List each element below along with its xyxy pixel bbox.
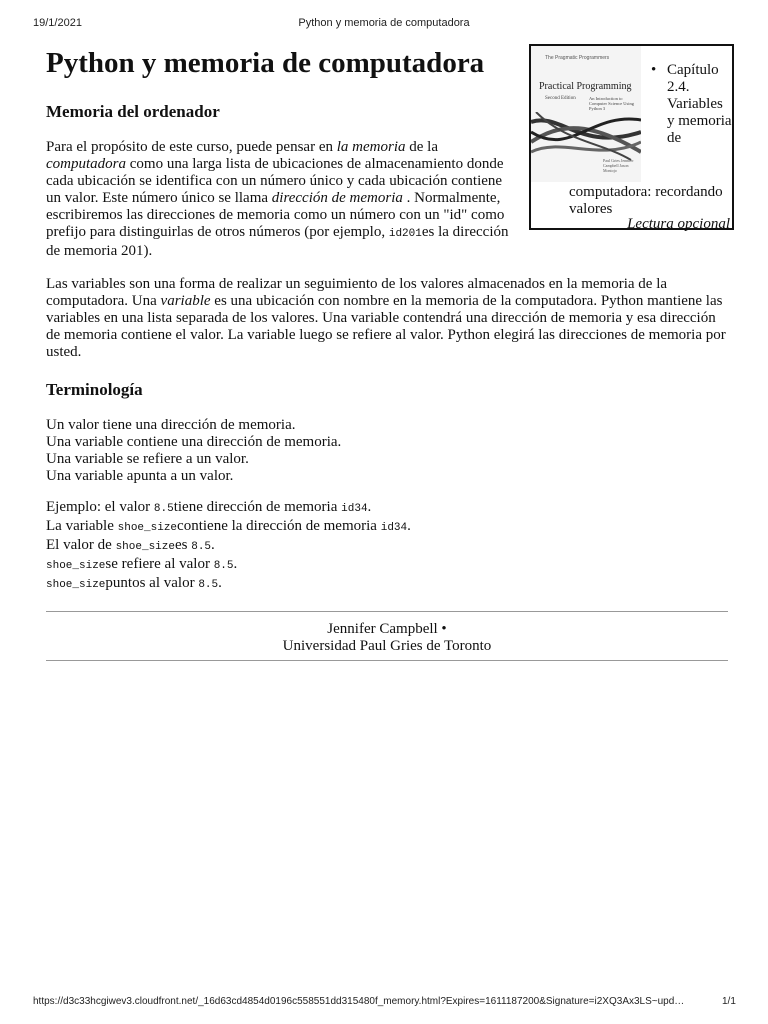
terminology-list <box>46 417 728 485</box>
chapter-line: de <box>667 130 682 146</box>
example-block <box>46 499 728 594</box>
reading-sidebar <box>529 44 734 230</box>
cover-subtitle: An Introduction to Computer Science Using Python 3 <box>589 96 634 111</box>
paragraph-variables <box>46 276 728 361</box>
emphasis: computadora <box>46 156 126 172</box>
chapter-continuation <box>569 184 734 218</box>
example-line <box>46 556 728 575</box>
text: contiene la dirección de memoria <box>177 518 381 534</box>
term-line: Una variable apunta a un valor. <box>46 468 234 484</box>
text: de la <box>405 139 438 155</box>
optional-reading-label: Lectura opcional <box>627 216 730 232</box>
chapter-line: Capítulo <box>667 62 719 78</box>
inline-code: shoe_size <box>46 579 106 591</box>
text: . Normalmente, escribiremos las direcciones de memoria como un número con un "id" como prefijo para distinguirlas de otros números (por ejemplo, <box>46 190 505 240</box>
inline-code: 8.5 <box>191 541 212 553</box>
emphasis: la memoria <box>336 139 406 155</box>
text: es una ubicación con nombre en la memoria de la computadora. Python mantiene las variables en una lista separada de los valores. Una variable contendrá una dirección de memoria y esa dirección de memoria contiene el valor. La variable luego se refiere al valor. Python elegirá las direcciones de memoria por usted. <box>46 293 726 360</box>
sidebar-list <box>641 62 741 147</box>
section-heading-terminology: Terminología <box>46 380 143 399</box>
text: Ejemplo: el valor <box>46 499 154 515</box>
term-line: Una variable se refiere a un valor. <box>46 451 249 467</box>
term-line: Un valor tiene una dirección de memoria. <box>46 417 296 433</box>
text: es <box>174 537 192 553</box>
text: es la dirección de memoria 201). <box>46 224 509 259</box>
section-heading-memory: Memoria del ordenador <box>46 102 220 121</box>
inline-code: 8.5 <box>153 503 174 515</box>
print-date: 19/1/2021 <box>33 17 82 29</box>
text: Para el propósito de este curso, puede pensar en <box>46 139 337 155</box>
text: se refiere al valor <box>105 556 214 572</box>
inline-code: id34 <box>380 522 408 534</box>
cover-edition: Second Edition <box>545 96 576 101</box>
credits <box>46 621 728 655</box>
credits-line: Universidad Paul Gries de Toronto <box>282 638 492 654</box>
chapter-continuation-line: valores <box>569 201 613 217</box>
print-header-title: Python y memoria de computadora <box>298 17 470 29</box>
emphasis: variable <box>160 293 211 309</box>
cover-title: Practical Programming <box>539 81 632 92</box>
inline-code: shoe_size <box>46 560 106 572</box>
braided-ropes-illustration <box>531 112 641 162</box>
inline-code: 8.5 <box>213 560 234 572</box>
text: . <box>407 518 411 534</box>
text: tiene dirección de memoria <box>173 499 342 515</box>
inline-code: shoe_size <box>117 522 178 534</box>
inline-code: id34 <box>341 503 368 515</box>
text: como una larga lista de ubicaciones de almacenamiento donde cada ubicación se identifica con un número único y cada ubicación contiene un valor. Este número único se llama <box>46 156 504 206</box>
sidebar-list-item <box>667 62 741 147</box>
cover-brand: The Pragmatic Programmers <box>545 55 610 61</box>
example-line <box>46 499 728 518</box>
inline-code: id201 <box>388 228 422 240</box>
text: La variable <box>46 518 118 534</box>
page-title: Python y memoria de computadora <box>46 47 485 79</box>
inline-code: shoe_size <box>115 541 175 553</box>
emphasis: dirección de memoria <box>271 190 403 206</box>
text: . <box>367 499 372 515</box>
credits-line: Jennifer Campbell • <box>327 621 447 637</box>
chapter-line: y memoria <box>667 113 732 129</box>
inline-code: 8.5 <box>198 579 219 591</box>
text: . <box>233 556 238 572</box>
divider <box>46 660 728 661</box>
example-line <box>46 575 728 594</box>
chapter-line: 2.4. <box>667 79 690 95</box>
text: El valor de <box>46 537 116 553</box>
page-number: 1/1 <box>722 996 736 1007</box>
term-line: Una variable contiene una dirección de memoria. <box>46 434 342 450</box>
article <box>46 40 732 594</box>
text: puntos al valor <box>105 575 199 591</box>
text: . <box>211 537 215 553</box>
cover-authors: Paul Gries Jennifer Campbell Jason Montojo <box>603 158 634 173</box>
chapter-line: Variables <box>667 96 723 112</box>
text: . <box>218 575 222 591</box>
example-line <box>46 537 728 556</box>
print-url: https://d3c33hcgiwev3.cloudfront.net/_16d63cd4854d0196c558551dd315480f_memory.html?Expires=1611187200&Signature=i2XQ3Ax3LS~upd… <box>33 996 685 1007</box>
divider <box>46 611 728 612</box>
example-line <box>46 518 728 537</box>
book-cover-image <box>531 46 641 182</box>
chapter-continuation-line: computadora: recordando <box>569 184 723 200</box>
text: Las variables son una forma de realizar un seguimiento de los valores almacenados en la memoria de la computadora. Una <box>46 276 668 309</box>
